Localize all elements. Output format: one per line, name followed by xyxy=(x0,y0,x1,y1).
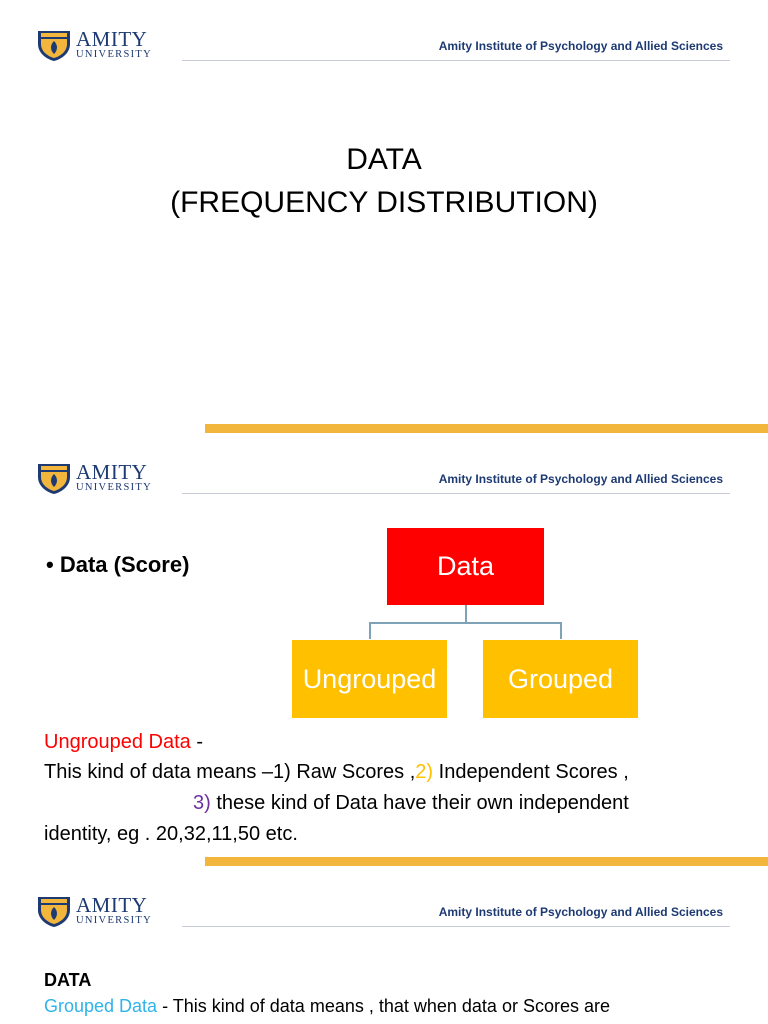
slide3-heading: DATA xyxy=(44,970,92,990)
slide-1 xyxy=(0,0,768,434)
logo-subtitle: UNIVERSITY xyxy=(76,482,152,494)
slide-title xyxy=(0,138,768,224)
amity-logo xyxy=(36,894,152,928)
institute-title: Amity Institute of Psychology and Allied Sciences xyxy=(438,39,723,53)
line1-raw-scores: Raw Scores , xyxy=(290,761,416,783)
definition-line-3: identity, eg . 20,32,11,50 etc. xyxy=(44,823,298,845)
definition-line-1 xyxy=(44,761,629,784)
logo-subtitle: UNIVERSITY xyxy=(76,49,152,61)
diagram-connector-left xyxy=(369,622,371,639)
diagram-box-grouped: Grouped xyxy=(483,640,638,718)
diagram-box-ungrouped: Ungrouped xyxy=(292,640,447,718)
logo-subtitle: UNIVERSITY xyxy=(76,915,152,927)
grouped-label: Grouped Data xyxy=(44,996,158,1016)
logo-name: AMITY xyxy=(76,460,148,485)
grouped-text: - This kind of data means , that when data or Scores are xyxy=(157,996,610,1016)
amity-shield-icon xyxy=(36,28,72,62)
line2-text: these kind of Data have their own independent xyxy=(210,792,629,814)
ungrouped-heading: Ungrouped Data xyxy=(44,731,191,753)
amity-logo xyxy=(36,461,152,495)
line1-prefix: This kind of data means –1) xyxy=(44,761,291,783)
slide-3 xyxy=(0,867,768,1024)
slide-2 xyxy=(0,434,768,867)
bullet-data-score: • Data (Score) xyxy=(46,552,190,577)
header-divider xyxy=(182,493,730,494)
gold-accent-bar xyxy=(205,857,768,866)
ungrouped-dash: - xyxy=(190,731,203,753)
header-divider xyxy=(182,60,730,61)
grouped-definition-line xyxy=(44,996,610,1017)
title-line-2: (FREQUENCY DISTRIBUTION) xyxy=(170,186,598,219)
header-divider xyxy=(182,926,730,927)
gold-accent-bar xyxy=(205,424,768,433)
line2-number-3: 3) xyxy=(193,792,211,814)
line1-number-2: 2) xyxy=(415,761,434,783)
diagram-connector-horizontal xyxy=(369,622,562,624)
logo-name: AMITY xyxy=(76,893,148,918)
logo-name: AMITY xyxy=(76,27,148,52)
line1-independent-scores: Independent Scores , xyxy=(433,761,629,783)
amity-shield-icon xyxy=(36,461,72,495)
amity-logo xyxy=(36,28,152,62)
amity-shield-icon xyxy=(36,894,72,928)
diagram-connector-right xyxy=(560,622,562,639)
diagram-box-data: Data xyxy=(387,528,544,605)
diagram-connector-stem xyxy=(465,605,467,622)
definition-line-2 xyxy=(193,792,629,815)
institute-title: Amity Institute of Psychology and Allied Sciences xyxy=(438,472,723,486)
institute-title: Amity Institute of Psychology and Allied Sciences xyxy=(438,905,723,919)
ungrouped-heading-line xyxy=(44,731,203,754)
title-line-1: DATA xyxy=(346,143,422,176)
